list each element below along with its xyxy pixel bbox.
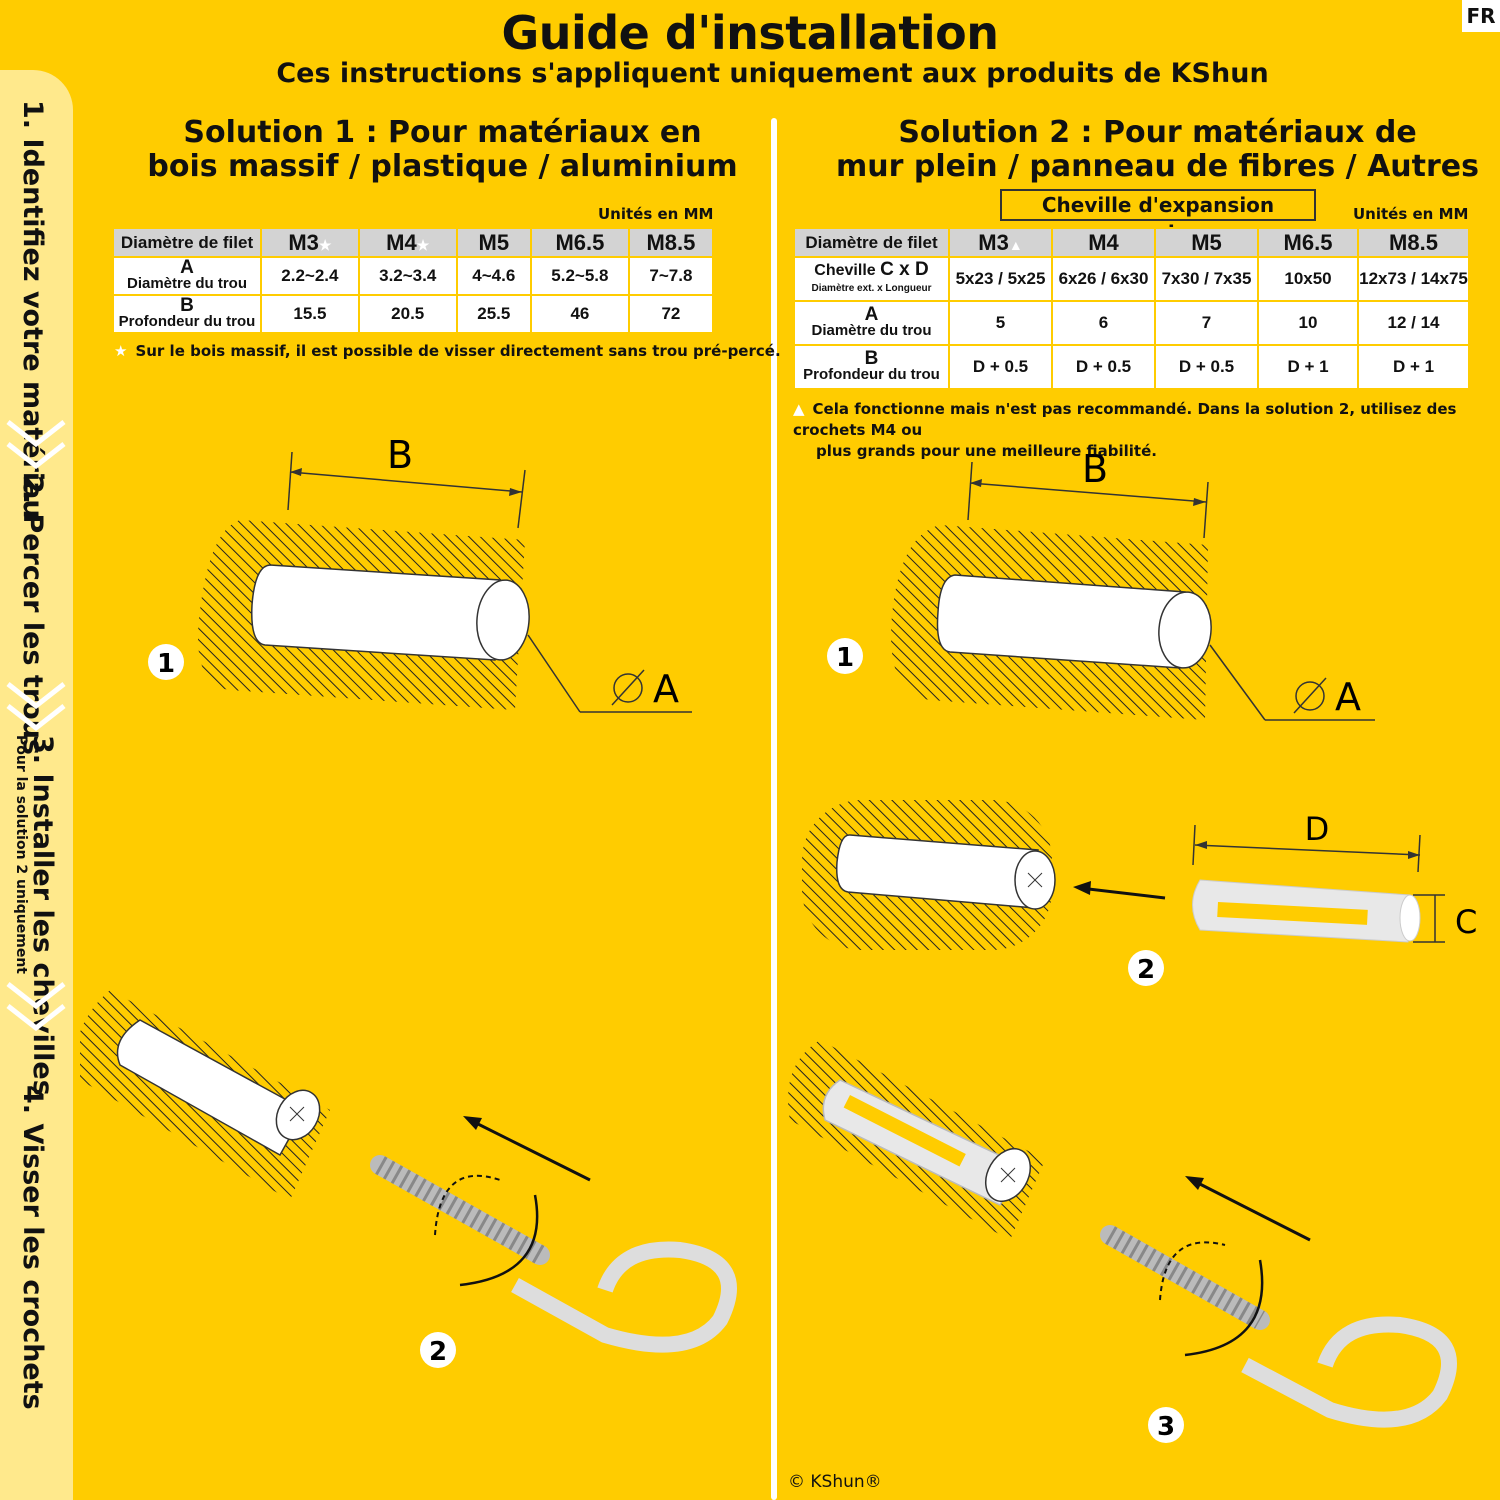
table-cell: 7~7.8: [629, 257, 713, 295]
table-cell: D + 1: [1358, 345, 1469, 389]
table-cell: 25.5: [457, 295, 531, 333]
table-header-cell: M5: [457, 228, 531, 257]
table-cell: 72: [629, 295, 713, 333]
screw-hook-figure: [80, 990, 729, 1368]
dimension-d-label: D: [1304, 810, 1330, 848]
solution-1-title-line2: bois massif / plastique / aluminium: [147, 149, 738, 184]
anchor-required-label: Cheville d'expansion: [1000, 189, 1316, 221]
table-cell: 5x23 / 5x25: [949, 257, 1052, 301]
table-cell: D + 0.5: [949, 345, 1052, 389]
step-1-label: 1. Identifiez votre matériau: [17, 100, 48, 519]
table-cell: 3.2~3.4: [359, 257, 457, 295]
dimension-a-label: A: [1335, 675, 1361, 719]
table-cell: 46: [531, 295, 629, 333]
table-cell: 15.5: [261, 295, 359, 333]
table-cell: 2.2~2.4: [261, 257, 359, 295]
table-header-cell: M3▲: [949, 228, 1052, 257]
step-number: 2: [1136, 955, 1156, 985]
table-header-cell: M5: [1155, 228, 1258, 257]
dimension-a-label: A: [653, 667, 679, 711]
chevron-down-icon: [2, 680, 70, 736]
table-header-cell: M4: [1052, 228, 1155, 257]
star-icon: ★: [114, 342, 128, 360]
table-cell: 12x73 / 14x75: [1358, 257, 1469, 301]
table-cell: 5.2~5.8: [531, 257, 629, 295]
dimension-c-label: C: [1455, 903, 1478, 941]
row-cd-label: Cheville C x D Diamètre ext. x Longueur: [794, 257, 949, 301]
table-cell: 20.5: [359, 295, 457, 333]
drilled-hole-figure: [148, 433, 692, 712]
solution-2-title: [820, 116, 1495, 184]
step-2-label: 2. Percer les trous: [17, 475, 48, 755]
star-icon: ★: [416, 236, 430, 253]
table-cell: 6: [1052, 301, 1155, 345]
table-header-cell: M8.5: [1358, 228, 1469, 257]
solution-2-units: Unités en MM: [1353, 205, 1469, 223]
table-cell: D + 0.5: [1155, 345, 1258, 389]
drilled-hole-figure: [827, 447, 1375, 720]
solution-1-title: [110, 116, 775, 184]
table-cell: 10x50: [1258, 257, 1358, 301]
row-a-label: A Diamètre du trou: [794, 301, 949, 345]
solution-2-title-line2: mur plein / panneau de fibres / Autres: [835, 149, 1479, 184]
step-number: 1: [835, 643, 855, 673]
dimension-b-label: B: [1081, 447, 1109, 491]
page-subtitle: Ces instructions s'appliquent uniquement aux produits de KShun: [276, 58, 1269, 89]
copyright: © KShun®: [788, 1472, 882, 1492]
step-3-title: 3. Installer les chevilles: [27, 735, 58, 1096]
anchor-insertion-figure: [802, 800, 1477, 986]
step-number: 1: [156, 649, 176, 679]
table-cell: 6x26 / 6x30: [1052, 257, 1155, 301]
table-cell: D + 1: [1258, 345, 1358, 389]
screw-hook-figure: [788, 1040, 1449, 1443]
solution-2-title-line1: Solution 2 : Pour matériaux de: [898, 115, 1417, 150]
solution-2-note: ▲ Cela fonctionne mais n'est pas recommandé. Dans la solution 2, utilisez des crochets M4 ou plus grands pour une meilleure fiabilité.: [793, 400, 1457, 460]
star-icon: ★: [318, 236, 332, 253]
table-header-cell: M6.5: [1258, 228, 1358, 257]
chevron-down-icon: [2, 980, 70, 1036]
table-header-cell: M6.5: [531, 228, 629, 257]
step-3-note: Pour la solution 2 uniquement: [13, 735, 29, 974]
step-number: 2: [428, 1337, 448, 1367]
chevron-down-icon: [2, 418, 70, 474]
language-badge: FR: [1462, 0, 1500, 32]
table-cell: 10: [1258, 301, 1358, 345]
solution-1-title-line1: Solution 1 : Pour matériaux en: [183, 115, 702, 150]
table-header-cell: M3★: [261, 228, 359, 257]
warning-triangle-icon: ▲: [1008, 236, 1023, 253]
table-header-cell: M8.5: [629, 228, 713, 257]
warning-triangle-icon: ▲: [793, 400, 805, 418]
dimension-b-label: B: [386, 433, 414, 477]
solution-1-table: [112, 227, 714, 334]
row-b-label: B Profondeur du trou: [794, 345, 949, 389]
solution-1-note: ★ Sur le bois massif, il est possible de visser directement sans trou pré-percé.: [114, 342, 781, 360]
column-divider: [771, 118, 777, 1500]
solution-2-diagram: [780, 440, 1495, 1470]
table-cell: 7: [1155, 301, 1258, 345]
step-4-label: 4. Visser les crochets: [17, 1085, 48, 1410]
table-cell: 12 / 14: [1358, 301, 1469, 345]
table-cell: 7x30 / 7x35: [1155, 257, 1258, 301]
table-cell: D + 0.5: [1052, 345, 1155, 389]
table-header-label: Diamètre de filet: [794, 228, 949, 257]
solution-1-units: Unités en MM: [598, 205, 714, 223]
table-header-label: Diamètre de filet: [113, 228, 261, 257]
row-a-label: A Diamètre du trou: [113, 257, 261, 295]
row-b-label: B Profondeur du trou: [113, 295, 261, 333]
table-cell: 5: [949, 301, 1052, 345]
table-header-cell: M4★: [359, 228, 457, 257]
step-number: 3: [1156, 1412, 1176, 1442]
steps-rail: [0, 70, 73, 1500]
step-3-label: [13, 735, 58, 1096]
table-cell: 4~4.6: [457, 257, 531, 295]
solution-2-table: [793, 227, 1470, 390]
page-title: Guide d'installation: [501, 6, 999, 60]
solution-1-diagram: [80, 420, 770, 1500]
